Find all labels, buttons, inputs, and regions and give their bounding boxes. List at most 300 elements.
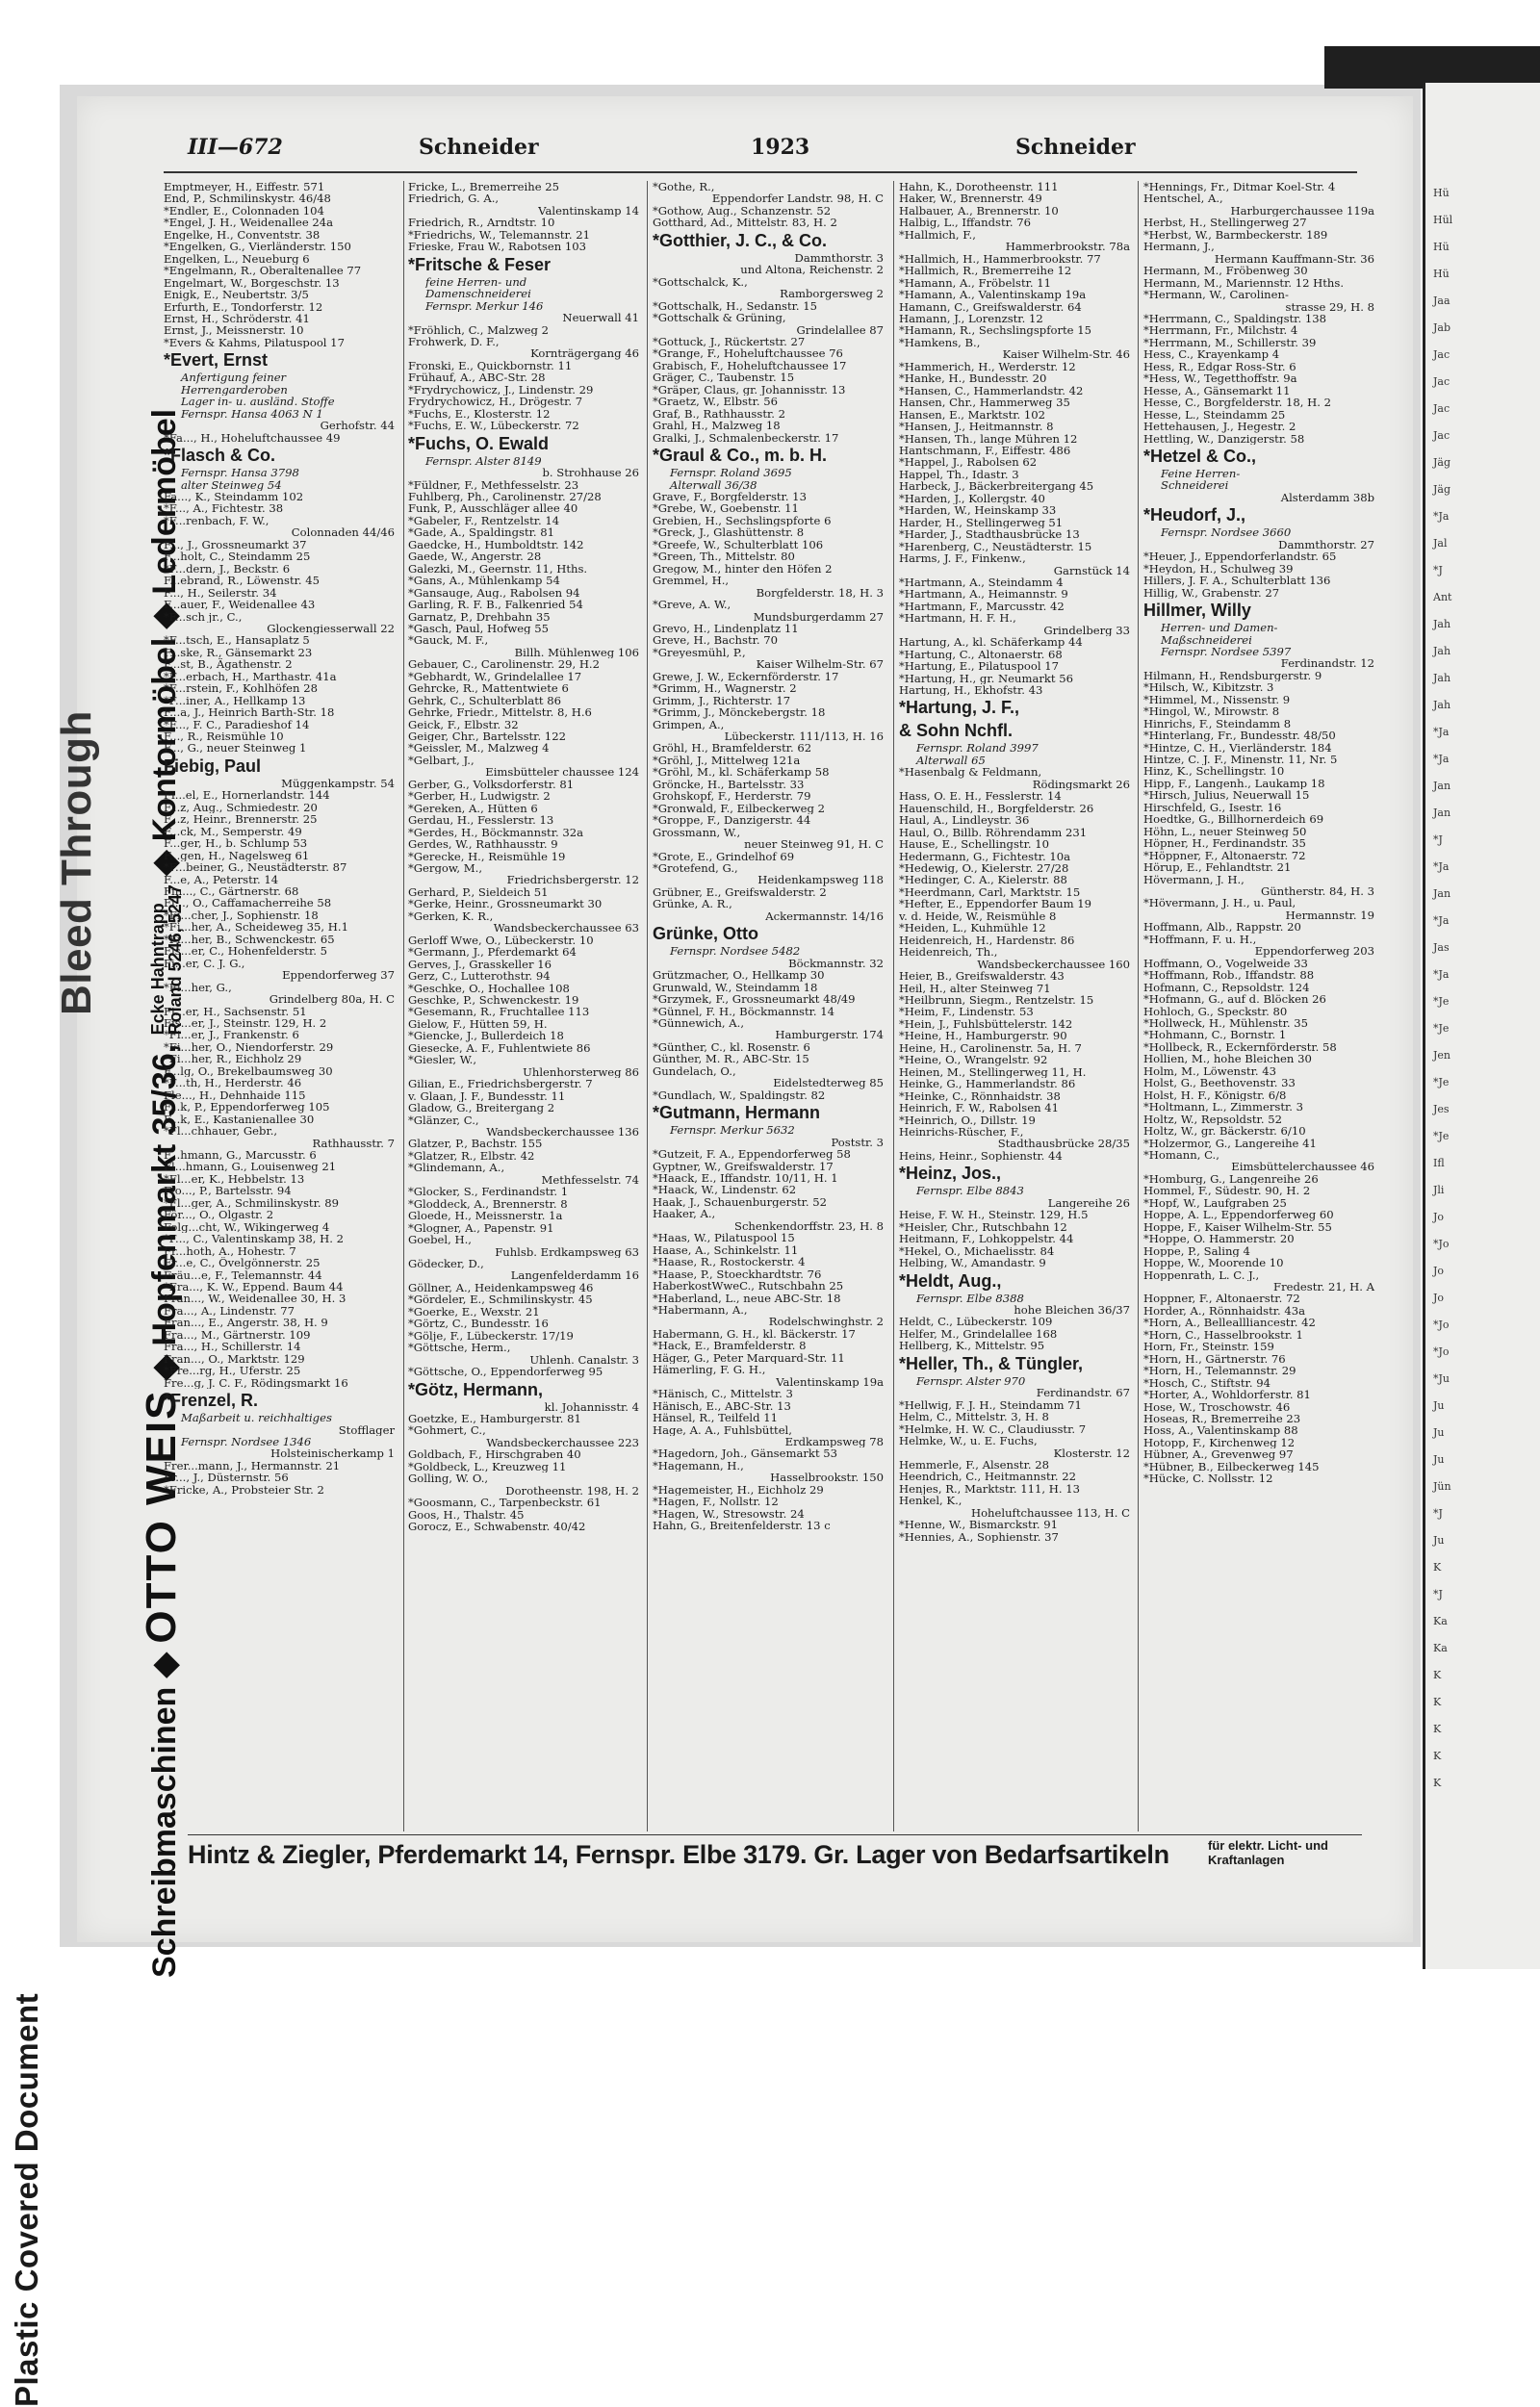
listing-entry: Schenkendorffstr. 23, H. 8 [734, 1219, 884, 1233]
listing-entry: Uhlenh. Canalstr. 3 [529, 1353, 639, 1367]
adjacent-page-fragment: Ant [1433, 591, 1452, 603]
listing-entry: Grimpen, A., [653, 718, 725, 731]
adjacent-page-fragment: Jac [1433, 402, 1450, 415]
listing-entry: *Hallmich, H., Hammerbrookstr. 77 [899, 252, 1101, 266]
listing-entry: *Hohmann, C., Bornstr. 1 [1143, 1029, 1287, 1041]
listing-entry: *Gronwald, F., Eilbeckerweg 2 [653, 802, 826, 815]
listing-entry: Fran..., O., Marktstr. 129 [164, 1352, 305, 1366]
listing-entry: Fr..., J., Düsternstr. 56 [164, 1472, 289, 1484]
listing-entry: Goebel, H., [408, 1234, 472, 1246]
listing-heading: *Graul & Co., m. b. H. [653, 446, 828, 466]
listing-entry: alter Steinweg 54 [181, 478, 282, 491]
listing-entry: Hämerling, F. G. H., [653, 1364, 766, 1376]
listing-entry: *Gröhl, J., Mittelweg 121a [653, 754, 801, 767]
listing-entry: *Geissler, M., Malzweg 4 [408, 742, 550, 755]
listing-entry: *Fi...her, B., Schwenckestr. 65 [164, 933, 335, 946]
listing-entry: *Germann, J., Pferdemarkt 64 [408, 946, 577, 959]
bleed-through-label: Bleed Through [53, 710, 100, 1015]
listing-entry: *Greyesmühl, P., [653, 646, 746, 659]
listing-entry: *Hennies, A., Sophienstr. 37 [899, 1530, 1059, 1544]
listing-entry: Haul, O., Billb. Röhrendamm 231 [899, 826, 1088, 839]
listing-heading: *Heudorf, J., [1143, 505, 1246, 525]
listing-entry: Stadthausbrücke 28/35 [997, 1138, 1130, 1150]
listing-entry: Rödingsmarkt 26 [1032, 778, 1130, 791]
listing-entry: *Gundlach, W., Spaldingstr. 82 [653, 1088, 826, 1102]
listing-entry: Heise, F. W. H., Steinstr. 129, H.5 [899, 1209, 1089, 1221]
listing-entry: Gehrk, C., Schulterblatt 86 [408, 694, 561, 707]
listing-entry: b. Strohhause 26 [542, 467, 639, 479]
listing-entry: Graf, B., Rathhausstr. 2 [653, 407, 785, 421]
listing-entry: *Haberland, L., neue ABC-Str. 18 [653, 1292, 841, 1304]
adjacent-page-fragment: *Ja [1433, 914, 1450, 927]
adjacent-page-fragment: *Jo [1433, 1345, 1450, 1358]
directory-column-1 [164, 181, 400, 1831]
listing-entry: *Hagen, F., Nollstr. 12 [653, 1496, 779, 1508]
listing-entry: *Hänisch, C., Mittelstr. 3 [653, 1388, 793, 1400]
listing-heading: *Heller, Th., & Tüngler, [899, 1353, 1084, 1373]
listing-entry: Horder, A., Rönnhaidstr. 43a [1143, 1304, 1306, 1318]
listing-entry: Folg...cht, W., Wikingerweg 4 [164, 1220, 330, 1234]
listing-entry: Hövermann, J. H., [1143, 873, 1245, 886]
adjacent-page-fragment: Jac [1433, 375, 1450, 388]
listing-entry: Hesse, A., Gänsemarkt 11 [1143, 384, 1291, 397]
listing-entry: *Fl...chhauer, Gebr., [164, 1125, 278, 1138]
listing-entry: Maßarbeit u. reichhaltiges [181, 1412, 332, 1424]
listing-entry: *Heine, O., Wrangelstr. 92 [899, 1054, 1048, 1066]
listing-entry: Gerhofstr. 44 [320, 420, 395, 432]
adjacent-page-fragment: Jo [1433, 1211, 1445, 1223]
listing-entry: *Grebe, W., Goebenstr. 11 [653, 502, 799, 515]
listing-entry: Fi...el, E., Hornerlandstr. 144 [164, 789, 330, 802]
listing-entry: Heidenreich, Th., [899, 946, 998, 959]
listing-entry: *Hansen, J., Heitmannstr. 8 [899, 421, 1054, 433]
listing-entry: Hänsel, R., Teilfeld 11 [653, 1412, 778, 1424]
listing-entry: *Hopf, W., Laufgraben 25 [1143, 1196, 1287, 1210]
listing-entry: Fernspr. Nordsee 3660 [1161, 526, 1292, 539]
listing-entry: *Hedewig, O., Kielerstr. 27/28 [899, 862, 1069, 875]
listing-entry: Höhn, L., neuer Steinweg 50 [1143, 825, 1307, 838]
listing-entry: Hillig, W., Grabenstr. 27 [1143, 586, 1280, 600]
listing-entry: Hamann, J., Lorenzstr. 12 [899, 312, 1043, 325]
listing-entry: *F...erbach, H., Marthastr. 41a [164, 670, 337, 683]
listing-entry: *Green, Th., Mittelstr. 80 [653, 551, 795, 563]
listing-entry: Friedrichsbergerstr. 12 [506, 874, 639, 886]
listing-entry: Gerdau, H., Fesslerstr. 13 [408, 814, 554, 827]
listing-entry: Fernspr. Nordsee 1346 [181, 1435, 312, 1448]
listing-entry: Holst, G., Beethovenstr. 33 [1143, 1077, 1296, 1089]
listing-entry: Hoedtke, G., Billhornerdeich 69 [1143, 813, 1324, 826]
listing-entry: *Heine, H., Hamburgerstr. 90 [899, 1030, 1067, 1042]
listing-entry: Valentinskamp 14 [538, 204, 639, 218]
listing-entry: F...hmann, G., Marcusstr. 6 [164, 1148, 317, 1162]
listing-entry: Hoppe, W., Moorende 10 [1143, 1257, 1284, 1269]
adjacent-page-fragment: Jäg [1433, 456, 1451, 469]
listing-entry: Valentinskamp 19a [776, 1375, 884, 1389]
listing-entry: Gremmel, H., [653, 575, 730, 587]
adjacent-page-fragment: Jas [1433, 941, 1450, 954]
listing-heading: *Hetzel & Co., [1143, 446, 1257, 466]
listing-entry: Heldt, C., Lübeckerstr. 109 [899, 1316, 1053, 1328]
listing-entry: Grunwald, W., Steindamm 18 [653, 981, 818, 994]
listing-entry: Golling, W. O., [408, 1472, 489, 1485]
plastic-covered-label: Plastic Covered Document [9, 1992, 44, 2407]
listing-entry: *Fi...her, G., [164, 981, 232, 994]
listing-entry: Hartung, H., Ekhofstr. 43 [899, 684, 1043, 697]
side-ad-brand: OTTO WEIS [138, 1389, 185, 1644]
listing-entry: feine Herren- und [425, 275, 527, 289]
listing-entry: Fernspr. Hansa 3798 [181, 467, 299, 479]
listing-entry: Ferdinandstr. 67 [1036, 1387, 1130, 1399]
listing-entry: Hollien, M., hohe Bleichen 30 [1143, 1053, 1312, 1065]
listing-entry: *Grimm, J., Mönckebergstr. 18 [653, 706, 826, 719]
adjacent-page-fragment: *J [1433, 1588, 1443, 1600]
listing-entry: Mundsburgerdamm 27 [753, 610, 884, 623]
listing-entry: Frieske, Frau W., Rabotsen 103 [408, 241, 587, 253]
listing-entry: F...gen, H., Nagelsweg 61 [164, 849, 310, 862]
listing-entry: Gundelach, O., [653, 1064, 736, 1078]
listing-entry: Gorocz, E., Schwabenstr. 40/42 [408, 1521, 586, 1533]
listing-entry: kl. Johannisstr. 4 [544, 1400, 639, 1413]
listing-entry: *Glänzer, C., [408, 1114, 479, 1126]
listing-entry: Fernspr. Alster 8149 [425, 454, 542, 468]
listing-entry: *Hagedorn, Joh., Gänsemarkt 53 [653, 1447, 838, 1460]
listing-entry: Herbst, H., Stellingerweg 27 [1143, 217, 1307, 229]
listing-entry: Heidenkampsweg 118 [757, 874, 884, 886]
listing-entry: Haase, A., Schinkelstr. 11 [653, 1243, 799, 1257]
listing-entry: *Höppner, F., Altonaerstr. 72 [1143, 849, 1306, 862]
listing-entry: Grindelberg 80a, H. C [269, 993, 395, 1006]
listing-entry: Garnatz, P., Drehbahn 35 [408, 610, 551, 623]
listing-entry: Giesecke, A. F., Fuhlentwiete 86 [408, 1041, 591, 1055]
listing-entry: Gotthard, Ad., Mittelstr. 83, H. 2 [653, 217, 837, 229]
listing-entry: Anfertigung feiner [181, 371, 287, 384]
listing-entry: *Gottuck, J., Rückertstr. 27 [653, 335, 806, 348]
listing-entry: Hintze, C. J. F., Minenstr. 11, Nr. 5 [1143, 754, 1338, 766]
listing-entry: Friedrich, R., Arndtstr. 10 [408, 217, 555, 229]
adjacent-page-fragment: *Jo [1433, 1238, 1450, 1250]
listing-entry: Grave, F., Borgfelderstr. 13 [653, 490, 807, 503]
listing-entry: Halbig, L., Iffandstr. 76 [899, 217, 1032, 229]
listing-entry: Horn, Fr., Steinstr. 159 [1143, 1341, 1274, 1353]
listing-entry: Geiger, Chr., Bartelsstr. 122 [408, 730, 566, 743]
listing-entry: Haaker, A., [653, 1208, 716, 1220]
listing-entry: Gehrcke, R., Mattentwiete 6 [408, 682, 569, 695]
listing-entry: Friedrich, G. A., [408, 192, 500, 205]
listing-entry: Fre...g, J. C. F., Rödingsmarkt 16 [164, 1376, 348, 1390]
listing-entry: *Herrmann, Fr., Milchstr. 4 [1143, 324, 1298, 337]
adjacent-page-fragment: Jab [1433, 321, 1451, 334]
listing-entry: F..., H., Seilerstr. 34 [164, 586, 277, 600]
listing-entry: *Graetz, W., Elbstr. 56 [653, 396, 779, 408]
listing-entry: *Hamann, A., Valentinskamp 19a [899, 289, 1087, 301]
listing-entry: *Fricke, A., Probsteier Str. 2 [164, 1483, 324, 1497]
listing-entry: Gödecker, D., [408, 1257, 484, 1270]
listing-entry: *Gothe, R., [653, 181, 715, 193]
listing-entry: *Gottschalck, K., [653, 275, 748, 289]
listing-entry: *Hilsch, W., Kibitzstr. 3 [1143, 681, 1274, 694]
listing-entry: *Fi...her, O., Niendorferstr. 29 [164, 1040, 334, 1054]
listing-entry: Wandsbeckerchaussee 160 [977, 958, 1130, 971]
listing-entry: *Heilbrunn, Siegm., Rentzelstr. 15 [899, 994, 1094, 1007]
listing-entry: Hipp, F., Langenh., Laukamp 18 [1143, 777, 1325, 790]
listing-entry: Grübner, E., Greifswalderstr. 2 [653, 885, 827, 899]
listing-entry: Müggenkampstr. 54 [281, 777, 395, 790]
adjacent-page-fragment: Jac [1433, 429, 1450, 442]
adjacent-page-fragment: *Ja [1433, 860, 1450, 873]
listing-entry: Poststr. 3 [831, 1136, 884, 1149]
adjacent-page-fragment: *Ja [1433, 726, 1450, 738]
listing-entry: *Hermann, W., Carolinen- [1143, 289, 1289, 301]
listing-entry: *Günnel, F. H., Böckmannstr. 14 [653, 1005, 835, 1017]
listing-entry: *Heydon, H., Schulweg 39 [1143, 562, 1294, 576]
listing-entry: Holst, H. F., Königstr. 6/8 [1143, 1088, 1287, 1102]
listing-entry: Hörup, E., Fehlandtstr. 21 [1143, 861, 1292, 874]
listing-entry: *F...iner, A., Hellkamp 13 [164, 694, 306, 707]
listing-heading: *Gotthier, J. C., & Co. [653, 230, 828, 250]
listing-entry: Hotopp, F., Kirchenweg 12 [1143, 1436, 1296, 1449]
listing-entry: Hofmann, C., Repsoldstr. 124 [1143, 981, 1310, 994]
listing-entry: Borgfelderstr. 18, H. 3 [756, 586, 884, 600]
footer-ad-tail-line1: für elektr. Licht- und [1208, 1838, 1328, 1853]
adjacent-page-fragment: Hü [1433, 241, 1450, 253]
adjacent-page-fragment: *Ja [1433, 510, 1450, 523]
listing-entry: Frydrychowicz, H., Drögestr. 7 [408, 396, 583, 408]
listing-entry: Hage, A. A., Fuhlsbüttel, [653, 1423, 792, 1436]
listing-entry: *Gölje, F., Lübeckerstr. 17/19 [408, 1329, 574, 1343]
listing-entry: *Gans, A., Mühlenkamp 54 [408, 575, 560, 587]
listing-entry: Heendrich, C., Heitmannstr. 22 [899, 1471, 1076, 1483]
footer-rule [188, 1834, 1362, 1835]
listing-entry: Herren- und Damen- [1161, 622, 1278, 634]
listing-entry: *Haas, W., Pilatuspool 15 [653, 1232, 795, 1244]
listing-entry: *Holtmann, L., Zimmerstr. 3 [1143, 1101, 1303, 1114]
adjacent-page-fragment: Jo [1433, 1292, 1445, 1304]
listing-entry: Günther, M. R., ABC-Str. 15 [653, 1053, 809, 1065]
listing-entry: Fi..., O., Caffamacherreihe 58 [164, 897, 332, 909]
listing-entry: *Gebhardt, W., Grindelallee 17 [408, 670, 582, 683]
listing-entry: Hoppner, F., Altonaerstr. 72 [1143, 1293, 1300, 1305]
listing-entry: Greve, H., Bachstr. 70 [653, 634, 779, 647]
listing-entry: Gaede, W., Angerstr. 28 [408, 551, 542, 563]
listing-entry: *Heerdmann, Carl, Marktstr. 15 [899, 885, 1081, 899]
listing-entry: Engelken, L., Neueburg 6 [164, 252, 310, 266]
listing-entry: Colonnaden 44/46 [291, 526, 395, 539]
listing-entry: *Horn, H., Telemannstr. 29 [1143, 1365, 1296, 1377]
listing-entry: Dammthorstr. 3 [794, 251, 884, 265]
listing-heading: & Sohn Nchfl. [899, 721, 1013, 741]
listing-entry: Güntherstr. 84, H. 3 [1261, 885, 1374, 898]
listing-entry: Gerhard, P., Sieldeich 51 [408, 885, 549, 899]
listing-entry: Hammerbrookstr. 78a [1005, 241, 1130, 253]
listing-entry: Gilian, E., Friedrichsbergerstr. 7 [408, 1078, 593, 1090]
listing-entry: Geschke, P., Schwenckestr. 19 [408, 994, 579, 1007]
listing-entry: *Fuchs, E. W., Lübeckerstr. 72 [408, 420, 579, 432]
listing-entry: *Gasch, Paul, Hofweg 55 [408, 622, 550, 635]
listing-entry: *Günnewich, A., [653, 1017, 745, 1030]
listing-entry: *Friedrichs, W., Telemannstr. 21 [408, 228, 590, 242]
adjacent-page-fragment: *Ju [1433, 1372, 1450, 1385]
listing-entry: Schneiderei [1161, 479, 1229, 492]
listing-entry: *Hagemann, H., [653, 1459, 744, 1472]
adjacent-page-fragment: Jäg [1433, 483, 1451, 496]
listing-entry: Hoseas, R., Bremerreihe 23 [1143, 1412, 1301, 1425]
listing-entry: Hoffmann, Alb., Rappstr. 20 [1143, 921, 1301, 934]
listing-entry: *Giencke, J., Bullerdeich 18 [408, 1030, 564, 1042]
adjacent-page-fragment: *Je [1433, 1022, 1450, 1035]
listing-entry: Erfurth, E., Tondorferstr. 12 [164, 300, 323, 313]
listing-heading: *Heldt, Aug., [899, 1270, 1002, 1291]
listing-entry: Gaedcke, H., Humboldtstr. 142 [408, 538, 584, 551]
listing-entry: Holtz, W., gr. Bäckerstr. 6/10 [1143, 1125, 1306, 1138]
adjacent-page-fragment: *Ja [1433, 753, 1450, 765]
listing-entry: Gräger, C., Taubenstr. 15 [653, 371, 795, 384]
listing-entry: Harms, J. F., Finkenw., [899, 552, 1026, 565]
listing-entry: Kaiser Wilhelm-Str. 46 [1002, 348, 1130, 361]
listing-entry: Langenfelderdamm 16 [510, 1269, 639, 1282]
listing-entry: Heitmann, F., Lohkoppelstr. 44 [899, 1233, 1074, 1245]
adjacent-page-fragment: Jac [1433, 348, 1450, 361]
listing-entry: Fernspr. Alster 970 [916, 1374, 1026, 1388]
listing-entry: *Hasenbalg & Feldmann, [899, 766, 1042, 779]
listing-entry: Lübeckerstr. 111/113, H. 16 [724, 730, 884, 743]
listing-entry: *Gergow, M., [408, 862, 483, 875]
listing-entry: Hermann, J., [1143, 241, 1215, 253]
listing-entry: Hermann Kauffmann-Str. 36 [1214, 252, 1374, 266]
listing-entry: Hamann, C., Greifswalderstr. 64 [899, 300, 1082, 313]
adjacent-page-fragment: Jah [1433, 645, 1451, 657]
listing-entry: *Fuchs, E., Klosterstr. 12 [408, 407, 551, 421]
listing-entry: *Greck, J., Glashüttenstr. 8 [653, 526, 805, 539]
adjacent-page-fragment: Ka [1433, 1615, 1448, 1627]
listing-entry: *Gabeler, F., Rentzelstr. 14 [408, 514, 560, 527]
directory-column-5 [1143, 181, 1380, 1831]
listing-entry: Hoppenrath, L. C. J., [1143, 1268, 1260, 1281]
listing-entry: Fernspr. Hansa 4063 N 1 [181, 407, 323, 421]
listing-entry: *Hanke, H., Bundesstr. 20 [899, 372, 1047, 385]
listing-entry: *Haase, R., Rostockerstr. 4 [653, 1256, 806, 1268]
listing-entry: *Grimm, H., Wagnerstr. 2 [653, 682, 797, 695]
listing-entry: *Gelbart, J., [408, 754, 475, 767]
listing-entry: *F...tsch, E., Hansaplatz 5 [164, 634, 310, 647]
listing-entry: *Fi...cher, J., Sophienstr. 18 [164, 909, 319, 922]
listing-entry: *Hintze, C. H., Vierländerstr. 184 [1143, 741, 1332, 755]
listing-entry: Fis...er, J., Steinstr. 129, H. 2 [164, 1017, 327, 1030]
listing-entry: neuer Steinweg 91, H. C [744, 838, 884, 851]
listing-entry: *Heisler, Chr., Rutschbahn 12 [899, 1220, 1067, 1234]
listing-entry: F...k, E., Kastanienallee 30 [164, 1113, 315, 1126]
listing-entry: Emptmeyer, H., Eiffestr. 571 [164, 181, 325, 193]
listing-entry: Hasselbrookstr. 150 [770, 1472, 884, 1484]
listing-entry: Henjes, R., Marktstr. 111, H. 13 [899, 1482, 1080, 1496]
listing-entry: *Horn, A., Belleallliancestr. 42 [1143, 1317, 1316, 1329]
listing-entry: Fronski, E., Quickbornstr. 11 [408, 359, 573, 372]
listing-entry: F...holt, C., Steindamm 25 [164, 551, 311, 563]
listing-entry: Gyptner, W., Greifswalderstr. 17 [653, 1160, 834, 1172]
listing-entry: *Engelken, G., Vierländerstr. 150 [164, 241, 351, 253]
listing-entry: *Hartung, H., gr. Neumarkt 56 [899, 672, 1074, 685]
listing-entry: Helm, C., Mittelstr. 3, H. 8 [899, 1411, 1049, 1423]
listing-entry: *Hamann, A., Fröbelstr. 11 [899, 276, 1052, 290]
listing-entry: Alterwall 65 [916, 754, 986, 767]
listing-entry: Glockengiesserwall 22 [267, 622, 395, 635]
listing-entry: Gröncke, H., Bartelsstr. 33 [653, 778, 805, 791]
listing-entry: *Füldner, F., Methfesselstr. 23 [408, 478, 579, 491]
listing-entry: Grindelberg 33 [1043, 624, 1130, 637]
side-ad-left: Schreibmaschinen ◆ [146, 1652, 183, 1978]
listing-entry: Gloede, H., Meissnerstr. 1a [408, 1210, 563, 1222]
listing-entry: *Gerber, H., Ludwigstr. 2 [408, 790, 551, 803]
listing-entry: *Hingol, W., Mirowstr. 8 [1143, 705, 1280, 718]
listing-entry: *F...sch jr., C., [164, 610, 243, 623]
footer-ad-tail-line2: Kraftanlagen [1208, 1853, 1285, 1867]
listing-entry: Eidelstedterweg 85 [773, 1077, 884, 1089]
listing-entry: *Hirsch, Julius, Neuerwall 15 [1143, 789, 1310, 802]
listing-entry: Fra..., H., Schillerstr. 14 [164, 1341, 301, 1353]
adjacent-page-fragment: Jan [1433, 780, 1451, 792]
listing-entry: Fr...e, C., Övelgönnerstr. 25 [164, 1257, 321, 1269]
listing-entry: Wandsbeckerchaussee 63 [493, 922, 639, 935]
listing-entry: Ernst, H., Schröderstr. 41 [164, 312, 310, 325]
listing-entry: Garnstück 14 [1053, 564, 1130, 576]
side-ad-right: ◆ Kontormöbel ◆ Ledermöbel [146, 408, 183, 876]
listing-entry: Hartung, A., kl. Schäferkamp 44 [899, 636, 1083, 649]
listing-entry: Neuerwall 41 [562, 312, 639, 324]
listing-entry: Fran..., E., Angerstr. 38, H. 9 [164, 1317, 328, 1329]
adjacent-page-fragment: K [1433, 1696, 1442, 1708]
listing-entry: Fräu...e, F., Telemannstr. 44 [164, 1268, 322, 1281]
listing-entry: Billh. Mühlenweg 106 [514, 646, 639, 659]
adjacent-page-fragment: *Jo [1433, 1319, 1450, 1331]
listing-entry: Hinz, K., Schellingstr. 10 [1143, 765, 1285, 778]
listing-entry: Hansen, E., Marktstr. 102 [899, 408, 1046, 422]
adjacent-page-fragment: Ju [1433, 1534, 1445, 1547]
listing-entry: Holtz, W., Repsoldstr. 52 [1143, 1113, 1282, 1126]
listing-entry: Ramborgersweg 2 [780, 288, 884, 300]
listing-entry: hohe Bleichen 36/37 [1014, 1303, 1130, 1317]
listing-entry: Geick, F., Elbstr. 32 [408, 718, 519, 731]
listing-entry: Enigk, E., Neubertstr. 3/5 [164, 289, 309, 301]
listing-entry: *F..., A., Fichtestr. 38 [164, 502, 284, 515]
listing-entry: Hemmerle, F., Alsenstr. 28 [899, 1458, 1049, 1472]
listing-entry: Fl...hmann, G., Louisenweg 21 [164, 1161, 337, 1173]
listing-entry: *Habermann, A., [653, 1303, 748, 1317]
listing-heading: *Gutmann, Hermann [653, 1103, 821, 1123]
listing-entry: *Hefter, E., Eppendorfer Baum 19 [899, 898, 1092, 910]
listing-entry: *Harenberg, C., Neustädterstr. 15 [899, 540, 1092, 553]
listing-entry: Eppendorferweg 37 [282, 969, 395, 982]
listing-entry: *Fi...her, A., Scheideweg 35, H.1 [164, 921, 348, 934]
listing-entry: Frer...mann, J., Hermannstr. 21 [164, 1459, 341, 1472]
listing-entry: Hettling, W., Danzigerstr. 58 [1143, 432, 1305, 445]
listing-entry: Methfesselstr. 74 [541, 1173, 639, 1187]
listing-entry: *Gottschalk, H., Sedanstr. 15 [653, 299, 818, 313]
listing-entry: Hamburgerstr. 174 [775, 1029, 884, 1041]
listing-entry: Helmke, W., u. E. Fuchs, [899, 1435, 1038, 1447]
listing-entry: F...ebrand, R., Löwenstr. 45 [164, 575, 321, 587]
listing-entry: Fuhlsb. Erdkampsweg 63 [495, 1245, 639, 1258]
listing-entry: Helbing, W., Amandastr. 9 [899, 1257, 1046, 1269]
listing-entry: *Gerecke, H., Reismühle 19 [408, 850, 566, 863]
listing-entry: Herrengarderoben [181, 383, 288, 397]
listing-heading: *Hartung, J. F., [899, 698, 1020, 718]
listing-entry: Böckmannstr. 32 [788, 957, 884, 970]
listing-entry: Goldbach, F., Hirschgraben 40 [408, 1448, 581, 1461]
listing-entry: *F..., F. C., Paradieshof 14 [164, 718, 310, 731]
listing-heading: *Fuchs, O. Ewald [408, 433, 550, 453]
listing-heading: *Frenzel, R. [164, 1391, 259, 1411]
listing-entry: *Herrmann, M., Schillerstr. 39 [1143, 336, 1317, 349]
listing-entry: *Gesemann, R., Fruchtallee 113 [408, 1006, 590, 1018]
